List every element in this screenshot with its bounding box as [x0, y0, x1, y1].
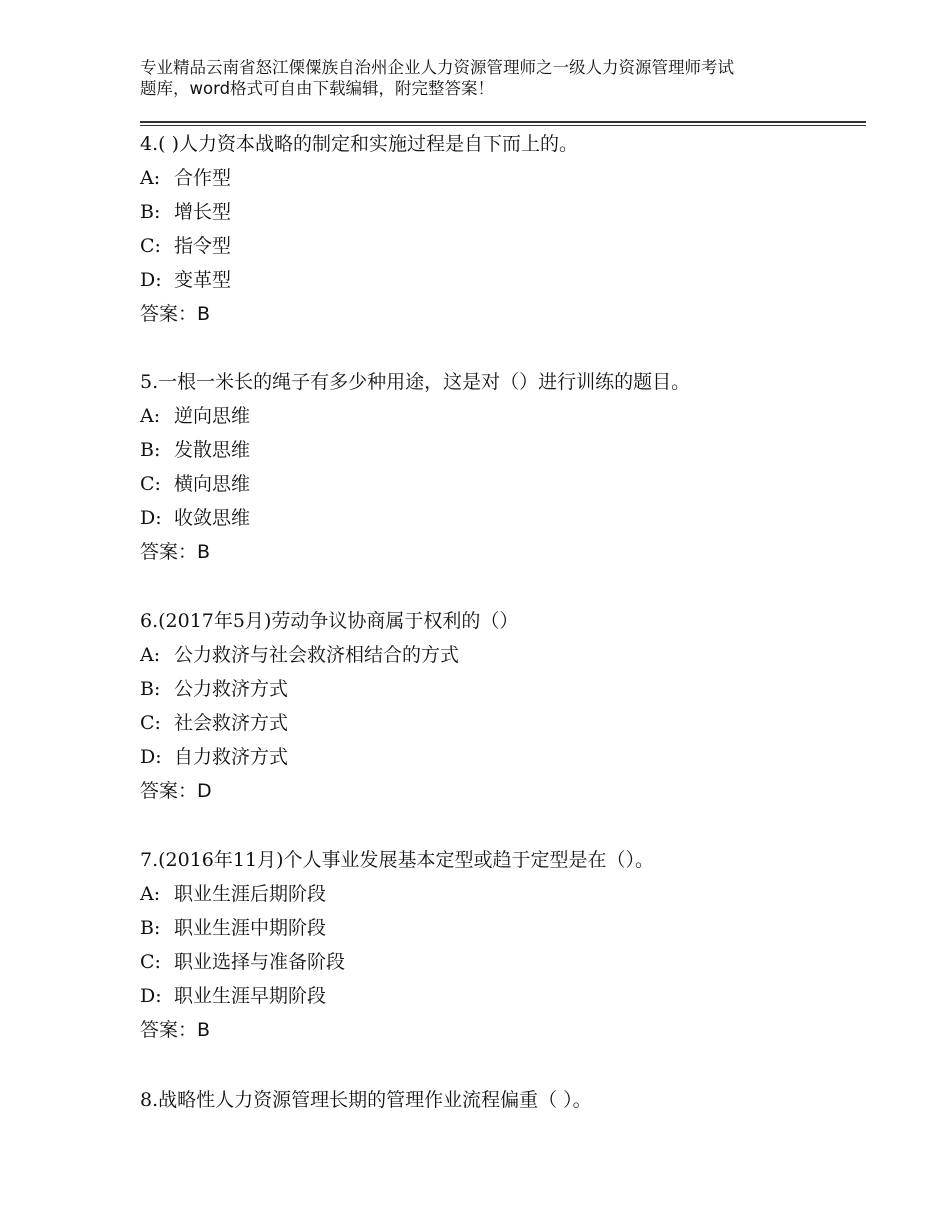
option-text: 收敛思维	[174, 507, 251, 529]
option-text: 合作型	[174, 167, 232, 189]
option-text: 逆向思维	[174, 405, 251, 427]
option-d	[140, 501, 860, 535]
option-d	[140, 979, 860, 1013]
option-letter: B:	[140, 917, 161, 939]
option-letter: D:	[140, 269, 162, 291]
option-text: 发散思维	[174, 439, 251, 461]
question-stem: 7.(2016年11月)个人事业发展基本定型或趋于定型是在（）。	[140, 849, 654, 871]
option-letter: A:	[140, 405, 161, 427]
option-b	[140, 672, 860, 706]
option-letter: D:	[140, 507, 162, 529]
answer-line: 答案：B	[140, 1019, 211, 1041]
option-letter: C:	[140, 235, 161, 257]
option-letter: A:	[140, 644, 161, 666]
option-c	[140, 945, 860, 979]
option-a	[140, 877, 860, 911]
question-6	[140, 604, 860, 808]
option-letter: B:	[140, 439, 161, 461]
answer-line: 答案：D	[140, 780, 212, 802]
option-letter: A:	[140, 883, 161, 905]
header-divider-thin	[140, 125, 866, 126]
question-stem: 4.( )人力资本战略的制定和实施过程是自下而上的。	[140, 133, 578, 155]
option-text: 公力救济方式	[174, 678, 289, 700]
header-line-2: 题库，word格式可自由下载编辑，附完整答案！	[140, 79, 495, 98]
option-a	[140, 161, 860, 195]
option-text: 变革型	[174, 269, 232, 291]
header-line-1: 专业精品云南省怒江傈僳族自治州企业人力资源管理师之一级人力资源管理师考试	[140, 58, 734, 77]
option-text: 公力救济与社会救济相结合的方式	[174, 644, 460, 666]
option-b	[140, 433, 860, 467]
option-text: 增长型	[174, 201, 232, 223]
question-stem: 8.战略性人力资源管理长期的管理作业流程偏重（ ）。	[140, 1089, 592, 1111]
answer-line: 答案：B	[140, 303, 211, 325]
document-header	[140, 57, 840, 99]
question-4	[140, 127, 860, 331]
option-c	[140, 706, 860, 740]
header-divider-thick	[140, 121, 866, 123]
question-5	[140, 365, 860, 569]
option-a	[140, 399, 860, 433]
option-letter: D:	[140, 746, 162, 768]
option-text: 横向思维	[174, 473, 251, 495]
question-8	[140, 1083, 860, 1117]
option-letter: D:	[140, 985, 162, 1007]
option-text: 职业生涯后期阶段	[174, 883, 327, 905]
option-d	[140, 263, 860, 297]
option-text: 职业生涯中期阶段	[174, 917, 327, 939]
question-stem: 5.一根一米长的绳子有多少种用途，这是对（）进行训练的题目。	[140, 371, 691, 393]
option-text: 社会救济方式	[174, 712, 289, 734]
option-b	[140, 195, 860, 229]
option-c	[140, 467, 860, 501]
option-letter: B:	[140, 201, 161, 223]
option-text: 职业生涯早期阶段	[174, 985, 327, 1007]
option-letter: C:	[140, 951, 161, 973]
option-c	[140, 229, 860, 263]
question-7	[140, 843, 860, 1047]
option-a	[140, 638, 860, 672]
option-letter: C:	[140, 712, 161, 734]
answer-line: 答案：B	[140, 541, 211, 563]
option-letter: C:	[140, 473, 161, 495]
option-d	[140, 740, 860, 774]
option-letter: B:	[140, 678, 161, 700]
option-text: 职业选择与准备阶段	[174, 951, 346, 973]
question-stem: 6.(2017年5月)劳动争议协商属于权利的（）	[140, 610, 519, 632]
option-text: 自力救济方式	[174, 746, 289, 768]
option-text: 指令型	[174, 235, 232, 257]
option-b	[140, 911, 860, 945]
option-letter: A:	[140, 167, 161, 189]
